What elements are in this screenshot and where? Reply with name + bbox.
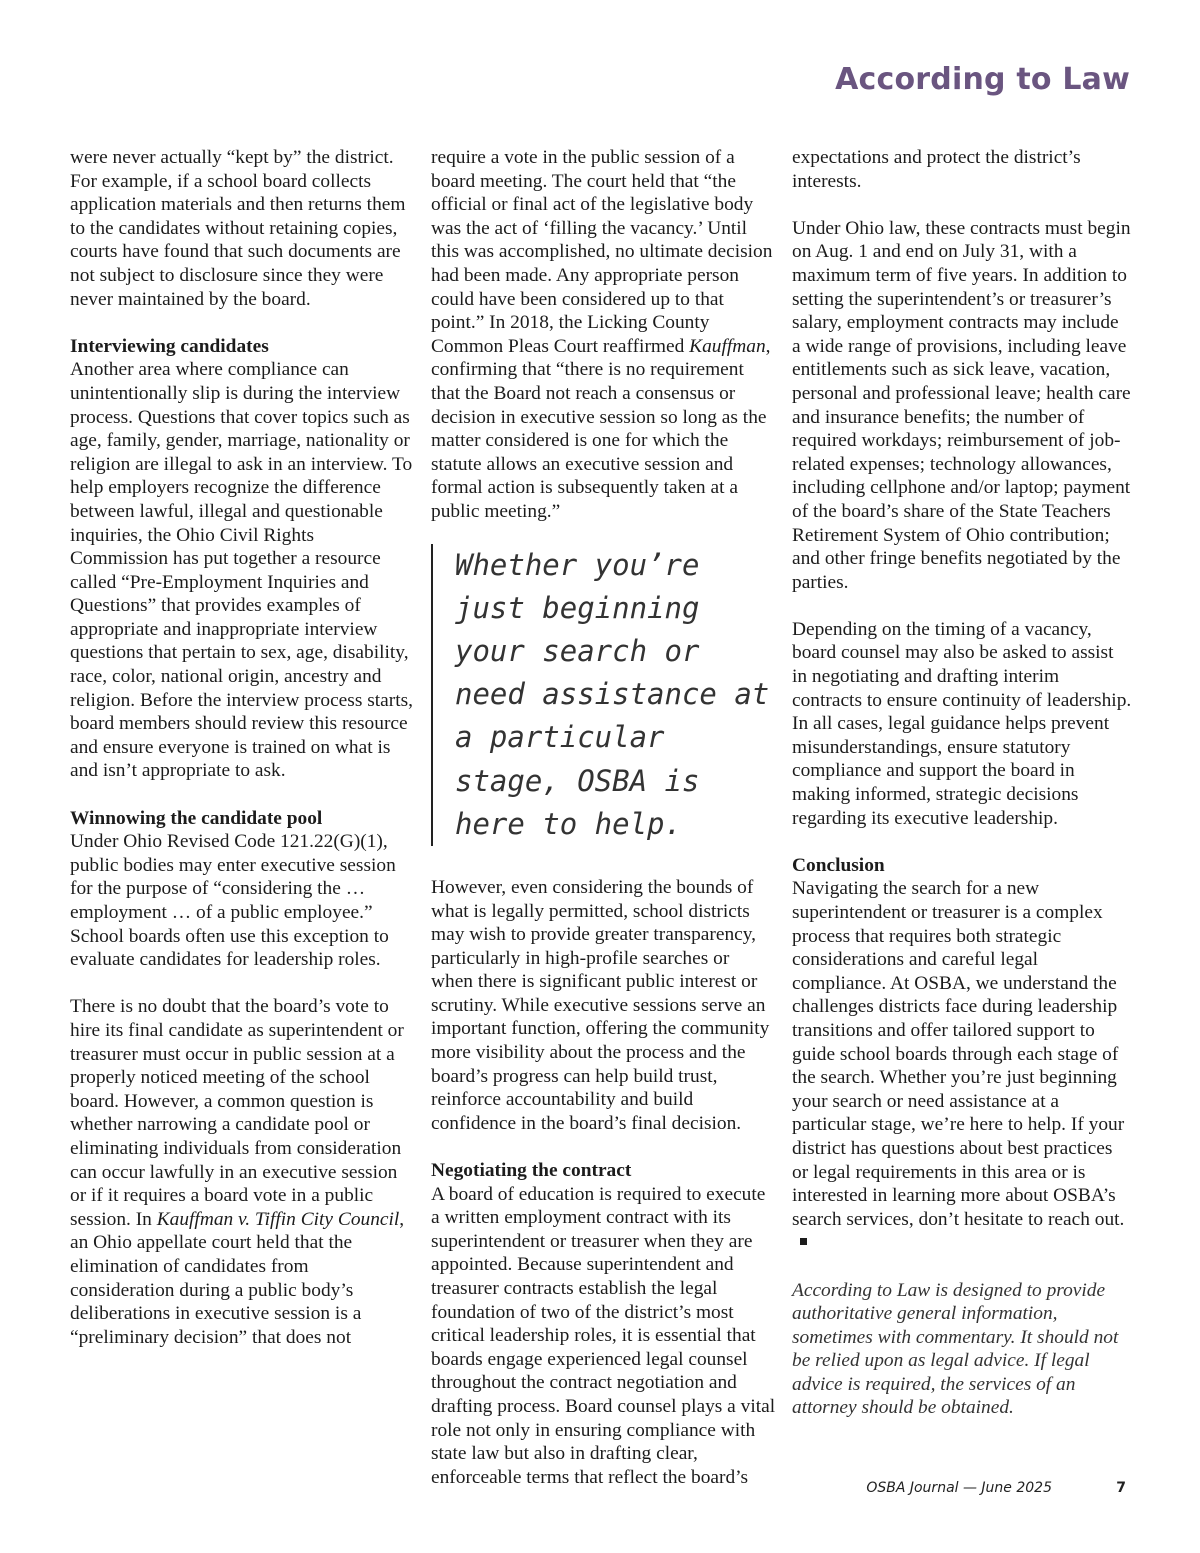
case-citation: Kauffman v. Tiffin City Council — [156, 1208, 400, 1230]
pull-quote: Whether you’re just beginning your search or need assistance at a particular stage, OSBA is here to help. — [431, 544, 776, 846]
paragraph: Depending on the timing of a vacancy, board counsel may also be asked to assist in negotiating and drafting interim contracts to ensure continuity of leadership. In all cases, legal guidance helps prevent misunderstandings, ensure statutory compliance and support the board in making informed, strategic decisions regarding its executive leadership. — [792, 618, 1132, 829]
paragraph-text: Under Ohio Revised Code 121.22(G)(1), public bodies may enter executive session for the purpose of “considering the … employment … of a public employee.” School boards often use this exception to evaluate candidates for leadership roles. — [70, 831, 396, 971]
paragraph — [70, 995, 415, 1349]
paragraph: However, even considering the bounds of what is legally permitted, school districts may wish to provide greater transparency, particularly in high-profile searches or when there is significant public interest or scrutiny. While executive sessions serve an important function, offering the community more visibility about the process and the board’s progress can help build trust, reinforce accountability and build confidence in the board’s final decision. — [431, 876, 770, 1134]
paragraph: Under Ohio law, these contracts must begin on Aug. 1 and end on July 31, with a maximum term of five years. In addition to setting the superintendent’s or treasurer’s salary, employment contracts may include a wide range of provisions, including leave entitlements such as sick leave, vacation, personal and professional leave; health care and insurance benefits; the number of required workdays; reimbursement of job-related expenses; technology allowances, including cellphone and/or laptop; payment of the board’s share of the State Teachers Retirement System of Ohio contribution; and other fringe benefits negotiated by the parties. — [792, 217, 1131, 593]
column-2 — [431, 146, 776, 1489]
paragraph-negotiating — [431, 1159, 776, 1489]
paragraph-text: Another area where compliance can unintentionally slip is during the interview process. Questions that cover topics such as age, family, gender, marriage, nationality or religion are illegal to ask in an interview. To help employers recognize the difference between lawful, illegal and questionable inquiries, the Ohio Civil Rights Commission has put together a resource called “Pre-Employment Inquiries and Questions” that provides examples of appropriate and inappropriate interview questions that pertain to sex, age, disability, race, color, national origin, ancestry and religion. Before the interview process starts, board members should review this resource and ensure everyone is trained on what is and isn’t appropriate to ask. — [70, 359, 414, 782]
subheading-negotiating: Negotiating the contract — [431, 1160, 632, 1182]
paragraph: were never actually “kept by” the district. For example, if a school board collects application materials and then returns them to the candidates without retaining copies, courts have found that such documents are not subject to disclosure since they were never maintained by the board. — [70, 147, 406, 310]
page-number: 7 — [1116, 1480, 1126, 1496]
case-citation: Kauffman — [689, 335, 766, 357]
paragraph-text: require a vote in the public session of a board meeting. The court held that “the official or final act of the legislative body was the act of ‘filling the vacancy.’ Until this was accomplished, no ultimate decision had been made. Any appropriate person could have been considered up to that point.” In 2018, the Licking County Common Pleas Court reaffirmed — [431, 147, 773, 357]
section-title: According to Law — [835, 62, 1130, 97]
journal-issue: OSBA Journal — June 2025 — [866, 1480, 1052, 1496]
paragraph-text: There is no doubt that the board’s vote to hire its final candidate as superintendent or treasurer must occur in public session at a properly noticed meeting of the school board. However, a common question is whether narrowing a candidate pool or eliminating individuals from consideration can occur lawfully in an executive session or if it requires a board vote in a public session. In — [70, 996, 404, 1230]
page-footer — [0, 1480, 1200, 1500]
disclaimer: According to Law is designed to provide authoritative general information, sometimes with commentary. It should not be relied upon as legal advice. If legal advice is required, the services of an attorney should be obtained. — [792, 1279, 1119, 1419]
paragraph-text: A board of education is required to execute a written employment contract with its superintendent or treasurer when they are appointed. Because superintendent and treasurer contracts establish the legal foundation of two of the district’s most critical leadership roles, it is essential that boards engage experienced legal counsel throughout the contract negotiation and drafting process. Board counsel plays a vital role not only in ensuring compliance with state law but also in drafting clear, enforceable terms that reflect the board’s — [431, 1183, 776, 1488]
paragraph-text: Navigating the search for a new superintendent or treasurer is a complex process that requires both strategic considerations and careful legal compliance. At OSBA, we understand the challenges districts face during leadership transitions and offer tailored support to guide school boards through each stage of the search. Whether you’re just beginning your search or need assistance at a particular stage, we’re here to help. If your district has questions about best practices or legal requirements in this area or is interested in learning more about OSBA’s search services, don’t hesitate to reach out. — [792, 878, 1125, 1230]
subheading-conclusion: Conclusion — [792, 854, 885, 876]
subheading-interviewing: Interviewing candidates — [70, 335, 269, 357]
paragraph: expectations and protect the district’s interests. — [792, 147, 1081, 192]
paragraph-text: , an Ohio appellate court held that the elimination of candidates from consideration during a public body’s deliberations in executive session is a “preliminary decision” that does not — [70, 1208, 405, 1348]
paragraph-text: , confirming that “there is no requirement that the Board not reach a consensus or decision in executive session so long as the matter considered is one for which the statute allows an executive session and formal action is subsequently taken at a public meeting.” — [431, 335, 771, 522]
column-3 — [792, 146, 1132, 1420]
paragraph-interviewing — [70, 335, 415, 783]
column-1 — [70, 146, 415, 1349]
paragraph-winnowing — [70, 807, 415, 972]
paragraph-conclusion — [792, 854, 1132, 1255]
paragraph — [431, 146, 776, 524]
end-mark-icon — [800, 1238, 807, 1245]
subheading-winnowing: Winnowing the candidate pool — [70, 807, 323, 829]
